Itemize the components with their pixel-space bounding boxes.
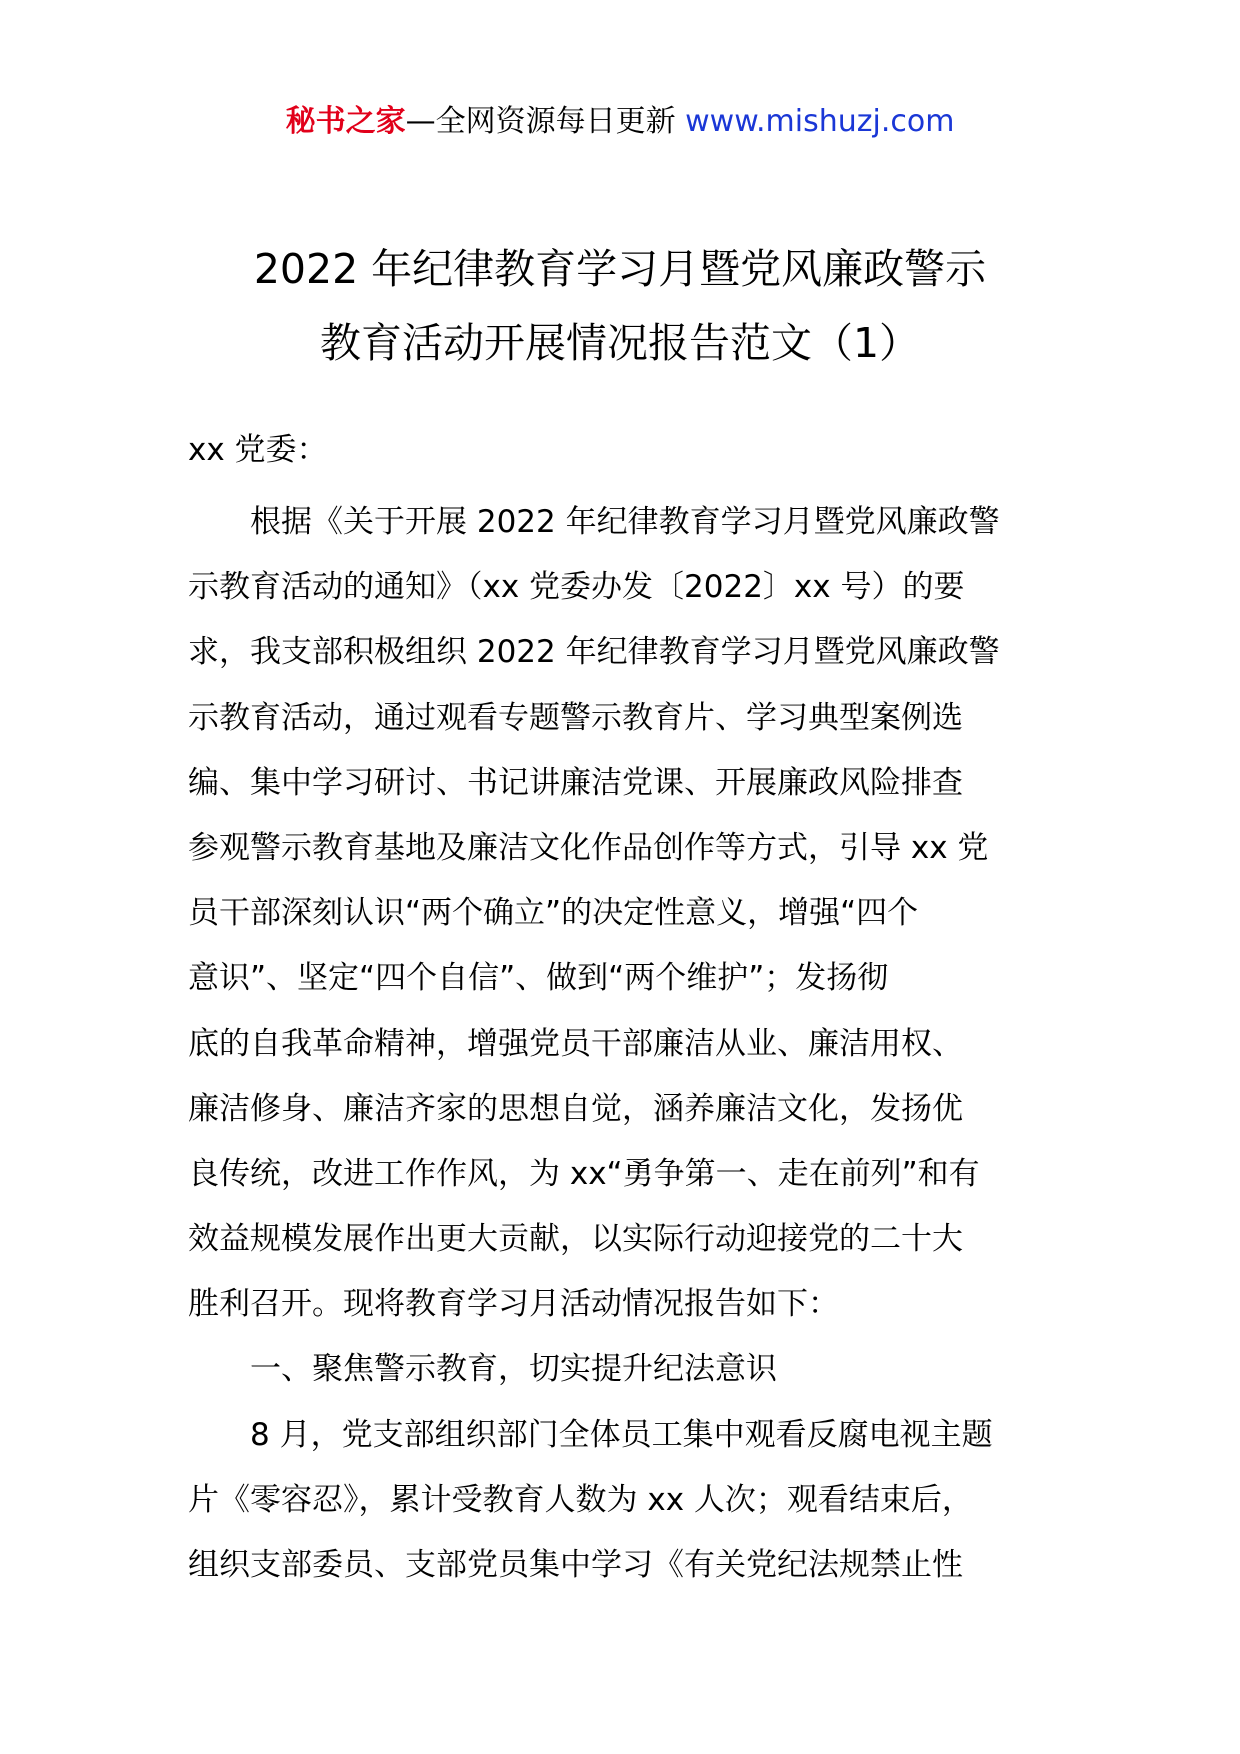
body-line: 求，我支部积极组织 2022 年纪律教育学习月暨党风廉政警 xyxy=(188,634,1000,671)
title-line-1: 2022 年纪律教育学习月暨党风廉政警示 xyxy=(253,245,987,293)
site-header xyxy=(0,100,1240,144)
site-tagline: —全网资源每日更新 xyxy=(405,104,686,139)
salutation: xx 党委： xyxy=(188,432,328,468)
site-brand: 秘书之家 xyxy=(285,104,406,139)
site-url[interactable]: www.mishuzj.com xyxy=(685,104,955,139)
body-line: 组织支部委员、支部党员集中学习《有关党纪法规禁止性 xyxy=(188,1547,963,1583)
body-line: 示教育活动的通知》（xx 党委办发〔2022〕xx 号）的要 xyxy=(188,569,965,606)
body-line: 员干部深刻认识“两个确立”的决定性意义，增强“四个 xyxy=(188,895,919,932)
document-title xyxy=(0,232,1240,380)
body-text xyxy=(188,490,1058,1598)
body-line: 示教育活动，通过观看专题警示教育片、学习典型案例选 xyxy=(188,699,963,736)
body-line: 胜利召开。现将教育学习月活动情况报告如下： xyxy=(188,1286,839,1323)
body-line: 效益规模发展作出更大贡献，以实际行动迎接党的二十大 xyxy=(188,1221,963,1258)
body-line: 根据《关于开展 2022 年纪律教育学习月暨党风廉政警 xyxy=(250,504,1000,540)
body-line: 意识”、坚定“四个自信”、做到“两个维护”；发扬彻 xyxy=(188,960,889,997)
title-line-2: 教育活动开展情况报告范文（1） xyxy=(319,319,921,367)
section-heading: 一、聚焦警示教育，切实提升纪法意识 xyxy=(250,1351,777,1388)
body-line: 编、集中学习研讨、书记讲廉洁党课、开展廉政风险排查 xyxy=(188,764,963,801)
body-line: 底的自我革命精神，增强党员干部廉洁从业、廉洁用权、 xyxy=(188,1025,963,1062)
body-line: 8 月，党支部组织部门全体员工集中观看反腐电视主题 xyxy=(250,1416,993,1453)
body-line: 良传统，改进工作作风，为 xx“勇争第一、走在前列”和有 xyxy=(188,1155,980,1192)
body-line: 廉洁修身、廉洁齐家的思想自觉，涵养廉洁文化，发扬优 xyxy=(188,1090,963,1127)
body-line: 参观警示教育基地及廉洁文化作品创作等方式，引导 xx 党 xyxy=(188,829,989,866)
body-line: 片《零容忍》，累计受教育人数为 xx 人次；观看结束后， xyxy=(188,1481,973,1518)
